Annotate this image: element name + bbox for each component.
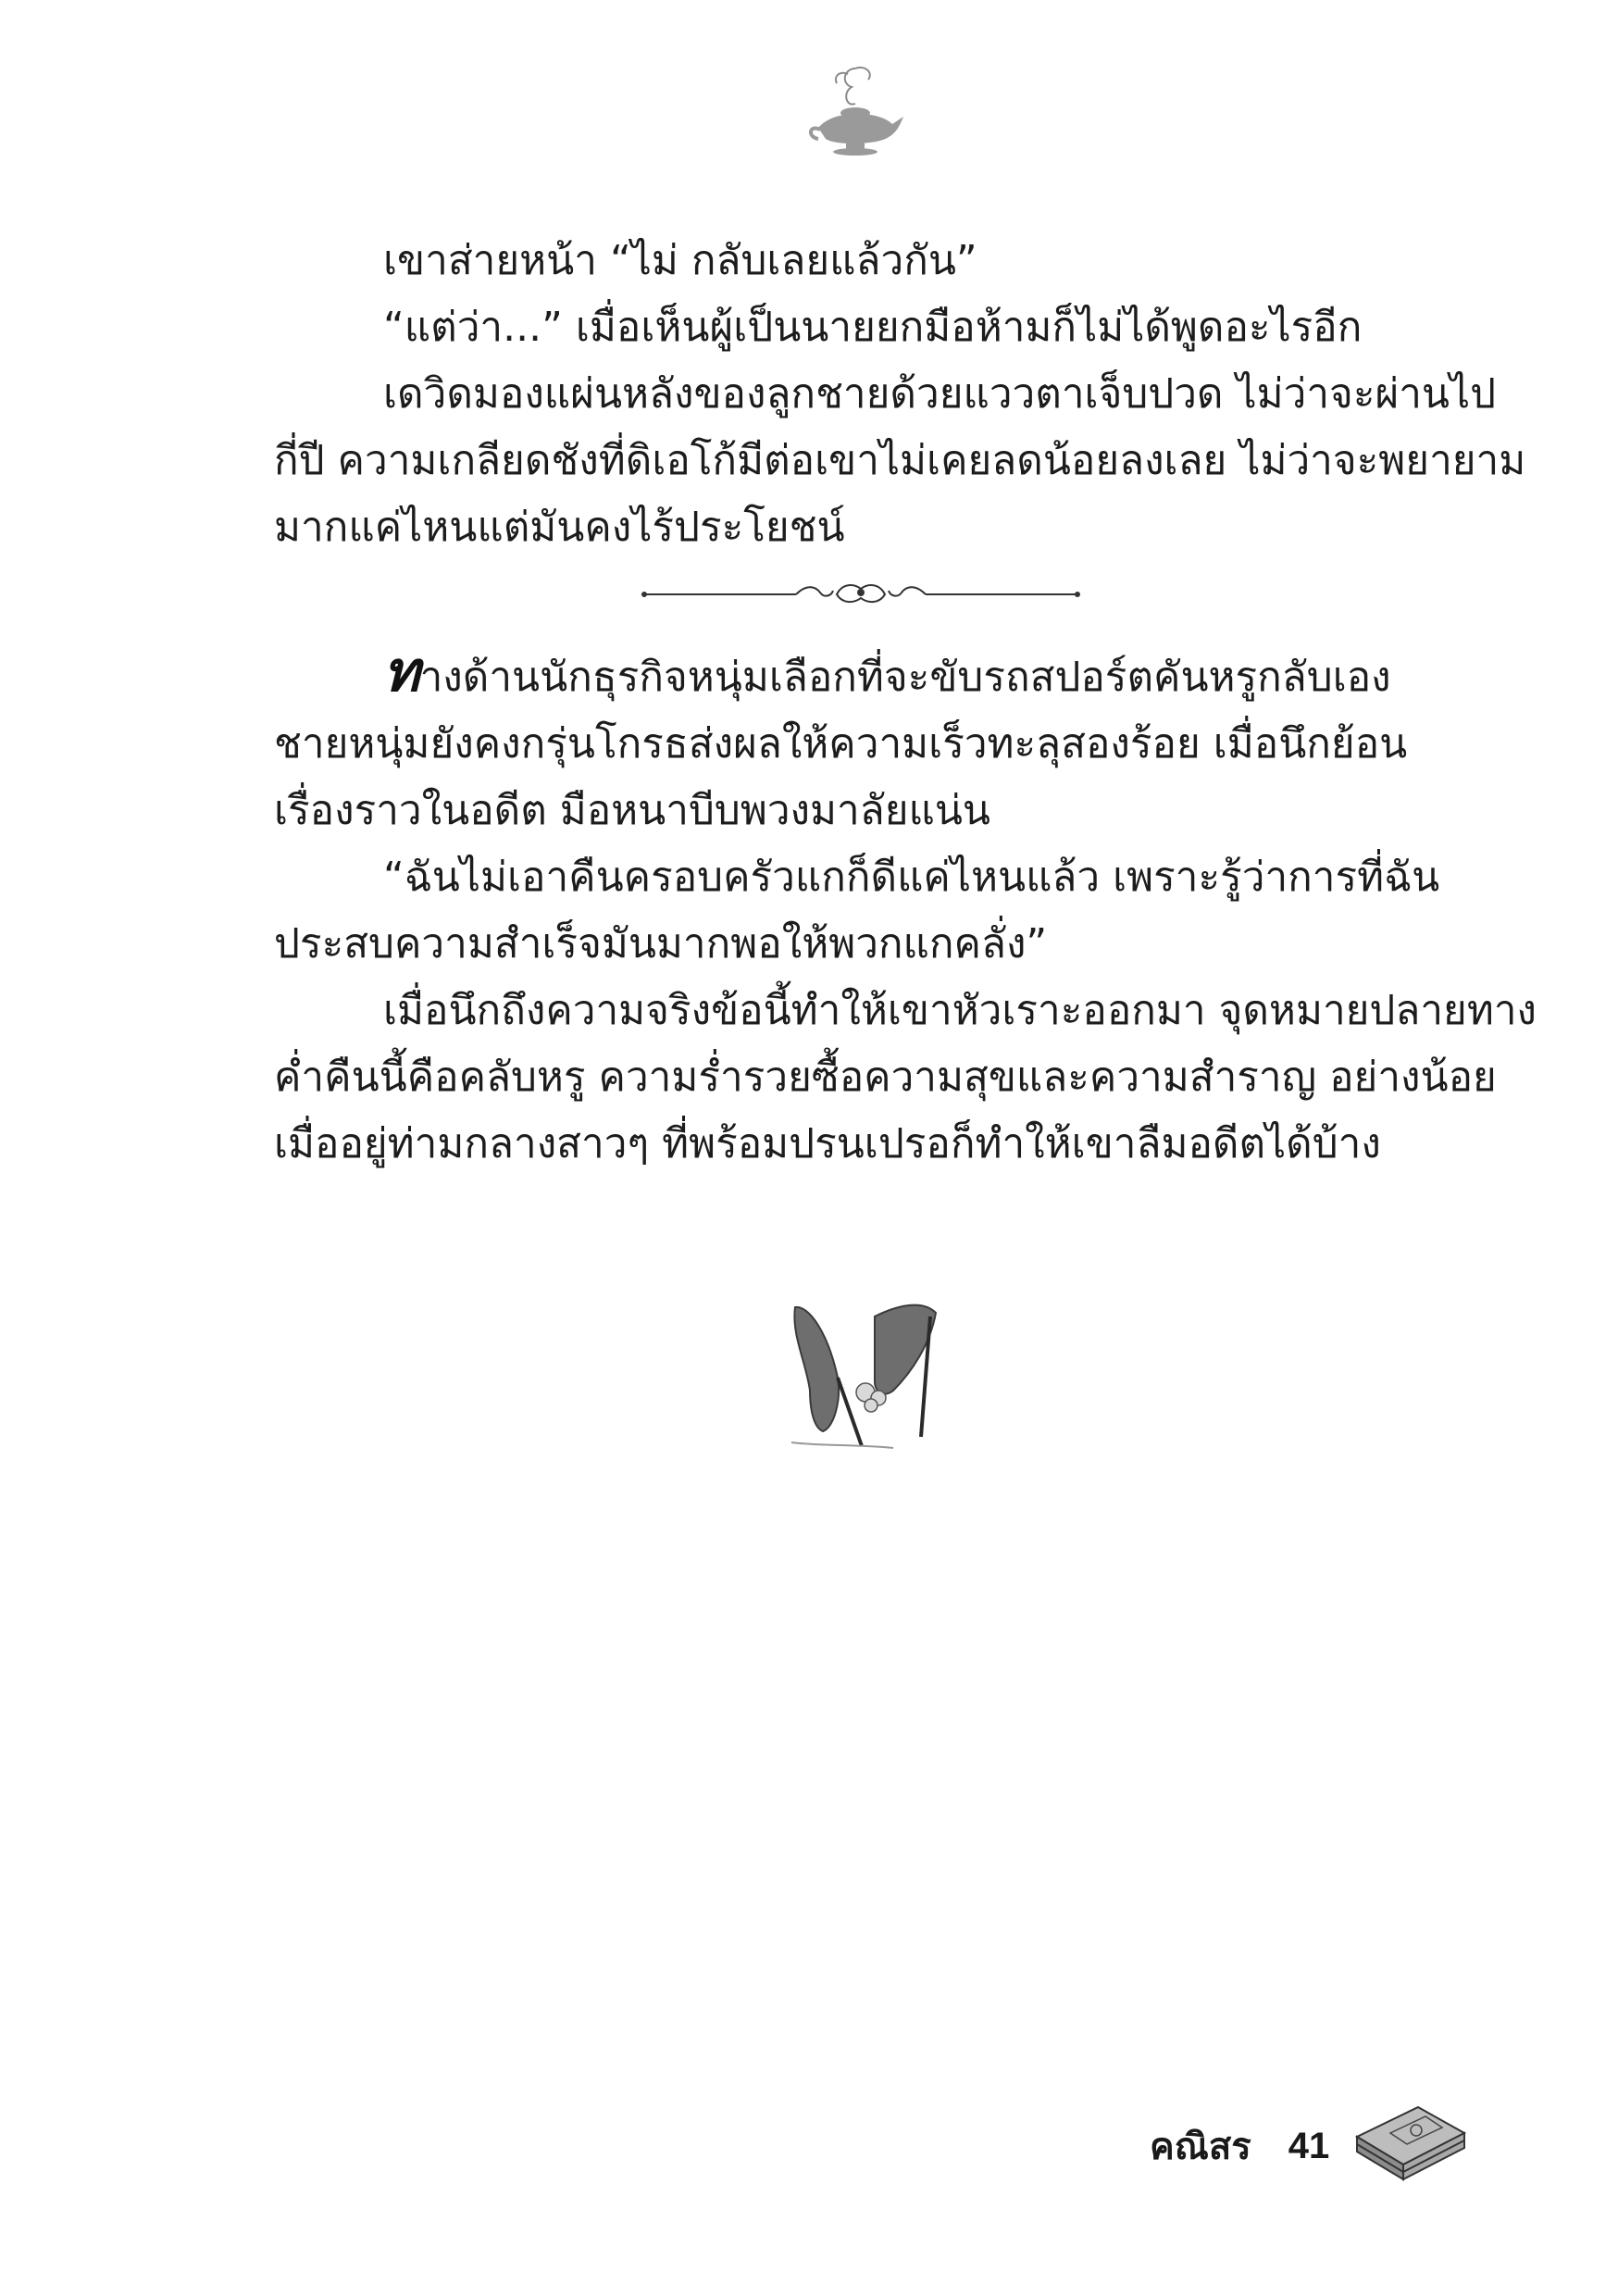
paragraph-line: มากแค่ไหนแต่มันคงไร้ประโยชน์ [274, 504, 845, 551]
high-heels-icon [782, 1289, 949, 1455]
drop-cap: ท [383, 640, 420, 705]
paragraph-line: เมื่อนึกถึงความจริงข้อนี้ทำให้เขาหัวเราะออกมา จุดหมายปลายทาง [383, 987, 1537, 1034]
book-title: คณิสร [1150, 2127, 1251, 2167]
paragraph-line: “ฉันไม่เอาคืนครอบครัวแกก็ดีแค่ไหนแล้ว เพราะรู้ว่าการที่ฉัน [383, 854, 1440, 901]
page-number: 41 [1288, 2125, 1330, 2166]
paragraph-line: ชายหนุ่มยังคงกรุ่นโกรธส่งผลให้ความเร็วทะลุสองร้อย เมื่อนึกย้อน [274, 720, 1408, 767]
paragraph-line: เมื่ออยู่ท่ามกลางสาวๆ ที่พร้อมปรนเปรอก็ทำให้เขาลืมอดีตได้บ้าง [274, 1120, 1381, 1167]
paragraph-first-line [274, 639, 1468, 711]
genie-lamp-icon [800, 56, 911, 167]
paragraph-line: เขาส่ายหน้า “ไม่ กลับเลยแล้วกัน” [383, 237, 977, 284]
paragraph-line: ค่ำคืนนี้คือคลับหรู ความร่ำรวยซื้อความสุขและความสำราญ อย่างน้อย [274, 1054, 1497, 1101]
paragraph-line: างด้านนักธุรกิจหนุ่มเลือกที่จะขับรถสปอร์ตคันหรูกลับเอง [419, 654, 1391, 701]
paragraph-line: เดวิดมองแผ่นหลังของลูกชายด้วยแววตาเจ็บปวด ไม่ว่าจะผ่านไป [383, 370, 1497, 418]
money-stack-icon [1353, 2100, 1468, 2189]
paragraph-line: เรื่องราวในอดีต มือหนาบีบพวงมาลัยแน่น [274, 787, 990, 834]
paragraph-line: “แต่ว่า...” เมื่อเห็นผู้เป็นนายยกมือห้ามก็ไม่ได้พูดอะไรอีก [383, 304, 1363, 351]
text-block-section-two [274, 639, 1537, 1178]
text-block-top [274, 228, 1526, 561]
paragraph-line: ประสบความสำเร็จมันมากพอให้พวกแกคลั่ง” [274, 920, 1048, 967]
flourish-divider-icon [639, 576, 1083, 613]
page-footer [1150, 2109, 1329, 2183]
paragraph-line: กี่ปี ความเกลียดชังที่ดิเอโก้มีต่อเขาไม่เคยลดน้อยลงเลย ไม่ว่าจะพยายาม [274, 437, 1526, 484]
